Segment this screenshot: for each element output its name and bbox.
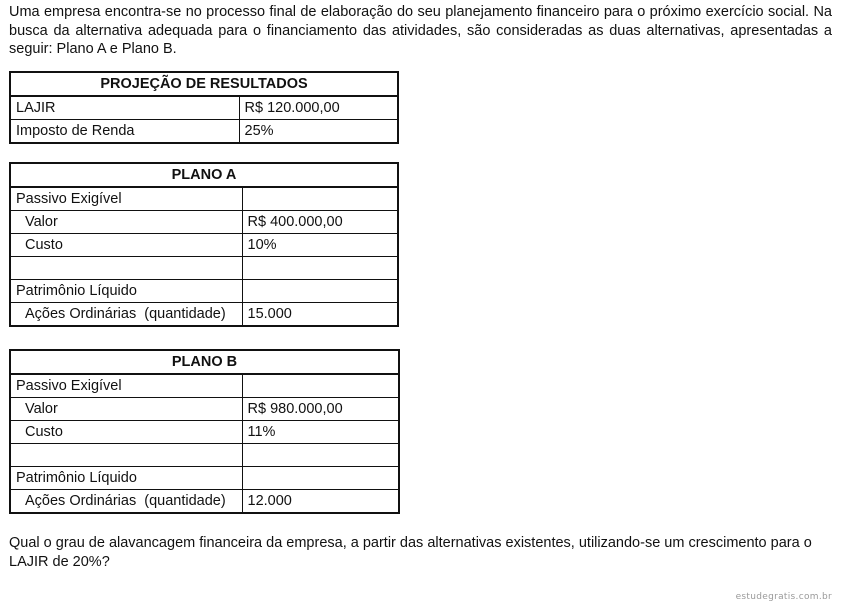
question-paragraph: Qual o grau de alavancagem financeira da empresa, a partir das alternativas existentes, utilizando-se um crescimento para o LAJIR de 20%? xyxy=(9,535,812,570)
empty-cell xyxy=(242,280,398,303)
table-row xyxy=(10,96,398,120)
projecao-table xyxy=(9,71,399,144)
table-row xyxy=(10,234,398,257)
empty-cell xyxy=(242,467,399,490)
table-row xyxy=(10,421,399,444)
acoes-label: Ações Ordinárias (quantidade) xyxy=(10,303,242,327)
table-row xyxy=(10,187,398,211)
table-row xyxy=(10,398,399,421)
passivo-label: Passivo Exigível xyxy=(10,187,242,211)
custo-value: 11% xyxy=(242,421,399,444)
valor-label: Valor xyxy=(10,398,242,421)
watermark: estudegratis.com.br xyxy=(735,592,832,602)
plano-b-table xyxy=(9,349,400,514)
acoes-label: Ações Ordinárias (quantidade) xyxy=(10,490,242,514)
acoes-value: 15.000 xyxy=(242,303,398,327)
empty-cell xyxy=(242,374,399,398)
plano-a-table xyxy=(9,162,399,327)
imposto-label: Imposto de Renda xyxy=(10,120,239,144)
empty-cell xyxy=(242,187,398,211)
custo-value: 10% xyxy=(242,234,398,257)
imposto-value: 25% xyxy=(239,120,398,144)
patrimonio-label: Patrimônio Líquido xyxy=(10,280,242,303)
table-row xyxy=(10,303,398,327)
empty-cell xyxy=(242,444,399,467)
table-row xyxy=(10,444,399,467)
custo-label: Custo xyxy=(10,421,242,444)
table-row xyxy=(10,280,398,303)
valor-label: Valor xyxy=(10,211,242,234)
valor-value: R$ 400.000,00 xyxy=(242,211,398,234)
passivo-label: Passivo Exigível xyxy=(10,374,242,398)
table-row xyxy=(10,257,398,280)
patrimonio-label: Patrimônio Líquido xyxy=(10,467,242,490)
empty-cell xyxy=(10,257,242,280)
acoes-value: 12.000 xyxy=(242,490,399,514)
custo-label: Custo xyxy=(10,234,242,257)
table-row xyxy=(10,374,399,398)
projecao-title: PROJEÇÃO DE RESULTADOS xyxy=(10,72,398,96)
lajir-value: R$ 120.000,00 xyxy=(239,96,398,120)
table-row xyxy=(10,467,399,490)
valor-value: R$ 980.000,00 xyxy=(242,398,399,421)
plano-a-title: PLANO A xyxy=(10,163,398,187)
intro-paragraph: Uma empresa encontra-se no processo final de elaboração do seu planejamento financeiro para o próximo exercício social. Na busca da alternativa adequada para o financiamento das atividades, são consideradas as duas alternativas, apresentadas a seguir: Plano A e Plano B. xyxy=(9,4,832,57)
empty-cell xyxy=(242,257,398,280)
plano-b-title: PLANO B xyxy=(10,350,399,374)
empty-cell xyxy=(10,444,242,467)
table-row xyxy=(10,211,398,234)
table-row xyxy=(10,120,398,144)
lajir-label: LAJIR xyxy=(10,96,239,120)
table-row xyxy=(10,490,399,514)
